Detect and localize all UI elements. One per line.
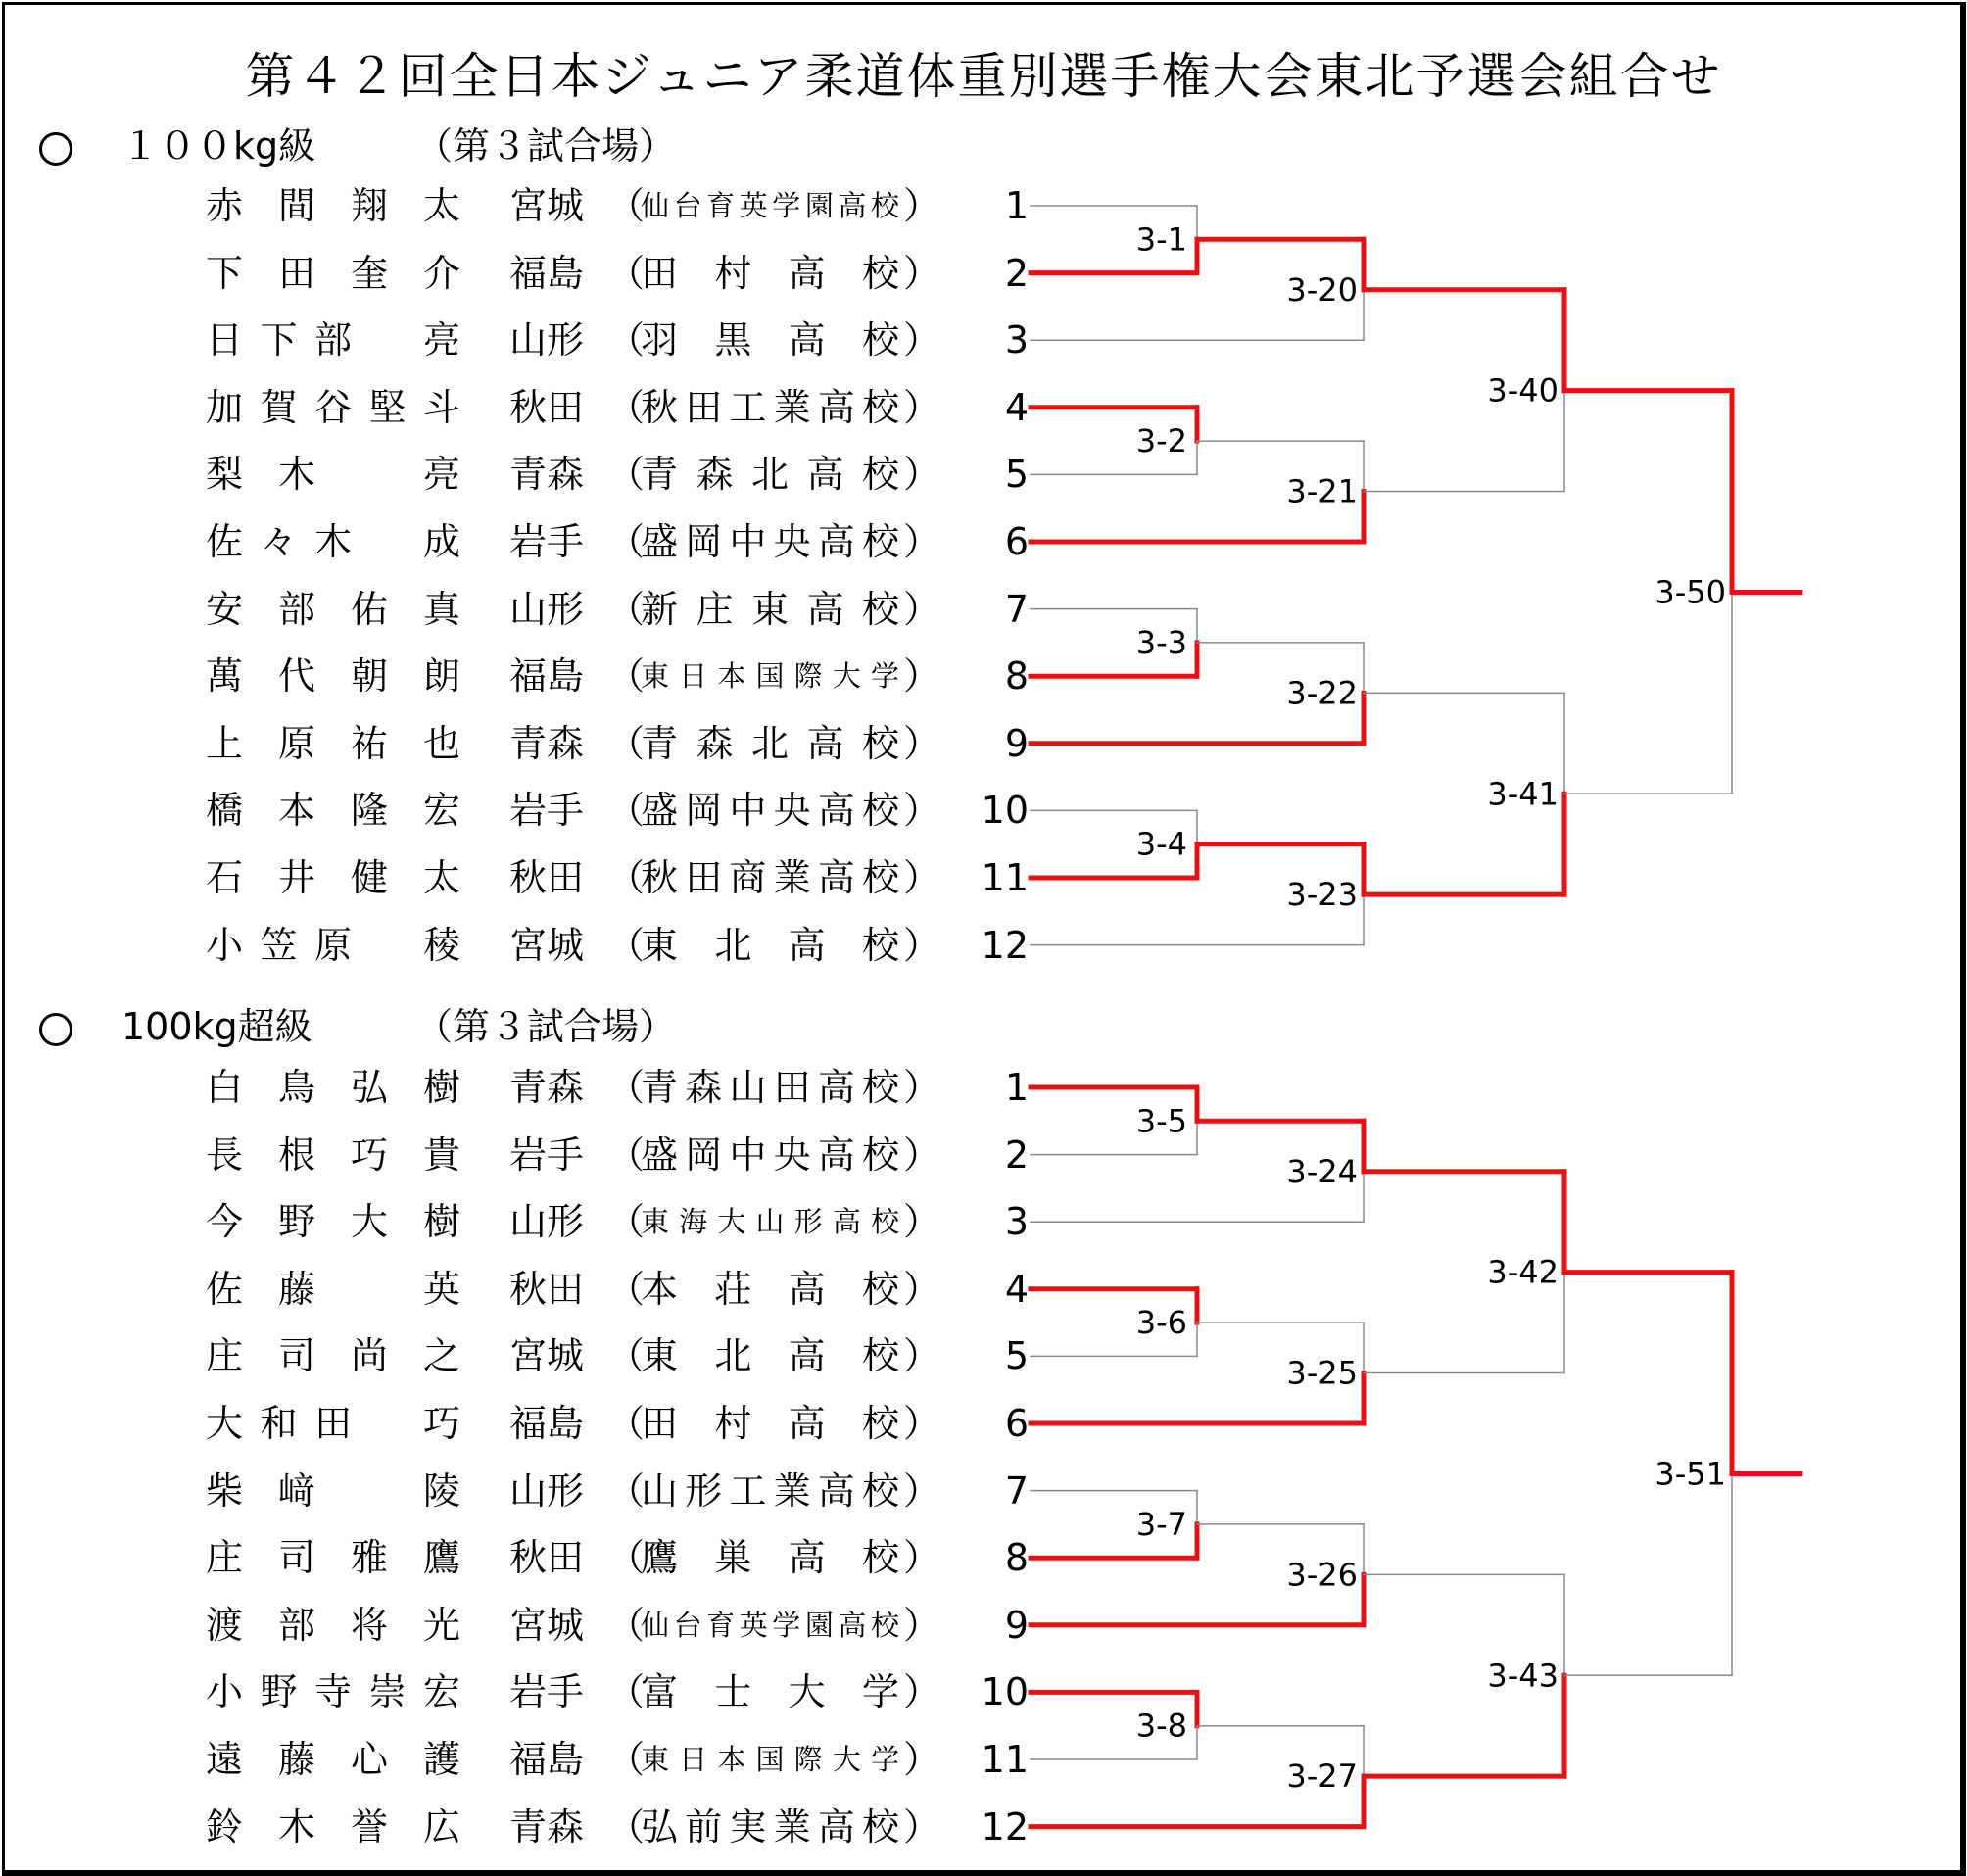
paren-open: （ bbox=[607, 1402, 646, 1445]
paren-close: ） bbox=[903, 1804, 941, 1849]
player-school: 弘前実業高校 bbox=[641, 1804, 899, 1849]
paren-open: （ bbox=[607, 1536, 646, 1580]
player-prefecture: 秋田 bbox=[509, 856, 585, 899]
player-prefecture: 青森 bbox=[509, 1804, 585, 1849]
player-name: 長根巧貴 bbox=[206, 1132, 460, 1177]
paren-close: ） bbox=[903, 1334, 941, 1378]
paren-close: ） bbox=[903, 1267, 941, 1311]
match-number: 3-51 bbox=[1655, 1455, 1726, 1493]
player-seed: 10 bbox=[981, 789, 1029, 833]
match-number: 3-23 bbox=[1286, 876, 1358, 914]
paren-close: ） bbox=[903, 1536, 941, 1580]
paren-close: ） bbox=[903, 385, 941, 429]
player-name: 庄司雅鷹 bbox=[206, 1536, 460, 1580]
player-name: 佐藤 英 bbox=[206, 1267, 460, 1311]
paren-open: （ bbox=[607, 654, 646, 698]
player-seed: 7 bbox=[1004, 587, 1029, 631]
match-number: 3-7 bbox=[1135, 1505, 1187, 1543]
paren-open: （ bbox=[607, 318, 646, 362]
player-prefecture: 宮城 bbox=[509, 1603, 585, 1647]
player-school: 田村高校 bbox=[641, 251, 899, 295]
match-number: 3-8 bbox=[1135, 1707, 1187, 1745]
paren-close: ） bbox=[903, 721, 941, 765]
player-name: 赤間翔太 bbox=[206, 184, 460, 227]
player-prefecture: 岩手 bbox=[509, 1670, 585, 1714]
player-name: 上原祐也 bbox=[206, 721, 460, 765]
paren-open: （ bbox=[607, 1334, 646, 1378]
paren-close: ） bbox=[903, 587, 941, 631]
paren-close: ） bbox=[903, 1468, 941, 1513]
paren-close: ） bbox=[903, 251, 941, 295]
match-number: 3-20 bbox=[1286, 270, 1358, 309]
player-seed: 2 bbox=[1004, 251, 1029, 295]
player-school: 羽黒高校 bbox=[641, 318, 899, 362]
match-number: 3-3 bbox=[1135, 623, 1187, 661]
paren-close: ） bbox=[903, 654, 941, 698]
paren-close: ） bbox=[903, 1200, 941, 1244]
player-seed: 11 bbox=[981, 1738, 1029, 1781]
player-school: 東海大山形高校 bbox=[641, 1205, 899, 1239]
player-seed: 7 bbox=[1004, 1468, 1029, 1513]
match-number: 3-22 bbox=[1286, 674, 1358, 712]
player-name: 石井健太 bbox=[206, 856, 460, 899]
player-school: 盛岡中央高校 bbox=[641, 1132, 899, 1177]
match-number: 3-4 bbox=[1135, 825, 1187, 863]
player-prefecture: 岩手 bbox=[509, 789, 585, 833]
match-number: 3-25 bbox=[1286, 1354, 1358, 1392]
player-name: 鈴木誉広 bbox=[206, 1804, 460, 1849]
venue-label: （第３試合場） bbox=[415, 1005, 677, 1048]
paren-open: （ bbox=[607, 1468, 646, 1513]
player-seed: 8 bbox=[1004, 1536, 1029, 1580]
player-prefecture: 山形 bbox=[509, 587, 585, 631]
player-name: 佐々木 成 bbox=[206, 520, 460, 563]
paren-close: ） bbox=[903, 856, 941, 899]
player-name: 大和田 巧 bbox=[206, 1402, 460, 1445]
player-seed: 4 bbox=[1004, 1267, 1029, 1311]
paren-open: （ bbox=[607, 1670, 646, 1714]
paren-close: ） bbox=[903, 520, 941, 563]
player-seed: 4 bbox=[1004, 385, 1029, 429]
player-name: 日下部 亮 bbox=[206, 318, 460, 362]
weight-class-label: 100kg超級 bbox=[121, 1005, 312, 1048]
match-number: 3-21 bbox=[1286, 472, 1358, 510]
player-name: 安部佑真 bbox=[206, 587, 460, 631]
player-prefecture: 宮城 bbox=[509, 184, 585, 227]
player-seed: 1 bbox=[1004, 184, 1029, 227]
player-seed: 12 bbox=[981, 1804, 1029, 1849]
player-prefecture: 青森 bbox=[509, 1066, 585, 1109]
player-seed: 12 bbox=[981, 923, 1029, 967]
player-school: 山形工業高校 bbox=[641, 1468, 899, 1513]
player-seed: 11 bbox=[981, 856, 1029, 899]
player-school: 東日本国際大学 bbox=[641, 659, 899, 694]
player-name: 梨木 亮 bbox=[206, 453, 460, 497]
paren-close: ） bbox=[903, 1670, 941, 1714]
player-seed: 10 bbox=[981, 1670, 1029, 1714]
player-seed: 1 bbox=[1004, 1066, 1029, 1109]
paren-open: （ bbox=[607, 789, 646, 833]
player-prefecture: 青森 bbox=[509, 453, 585, 497]
paren-open: （ bbox=[607, 1603, 646, 1647]
paren-close: ） bbox=[903, 1603, 941, 1647]
player-school: 東北高校 bbox=[641, 1334, 899, 1378]
player-school: 新庄東高校 bbox=[641, 587, 899, 631]
player-school: 田村高校 bbox=[641, 1402, 899, 1445]
player-name: 遠藤心護 bbox=[206, 1738, 460, 1781]
match-number: 3-42 bbox=[1487, 1253, 1559, 1291]
player-seed: 6 bbox=[1004, 520, 1029, 563]
player-school: 青森山田高校 bbox=[641, 1066, 899, 1109]
player-name: 小野寺崇宏 bbox=[206, 1670, 460, 1714]
match-number: 3-2 bbox=[1135, 422, 1187, 460]
player-seed: 5 bbox=[1004, 1334, 1029, 1378]
paren-open: （ bbox=[607, 1066, 646, 1109]
paren-open: （ bbox=[607, 184, 646, 227]
paren-open: （ bbox=[607, 1200, 646, 1244]
player-name: 加賀谷堅斗 bbox=[206, 385, 460, 429]
match-number: 3-41 bbox=[1487, 775, 1559, 813]
player-school: 東日本国際大学 bbox=[641, 1743, 899, 1776]
player-name: 白鳥弘樹 bbox=[206, 1066, 460, 1109]
player-school: 秋田商業高校 bbox=[641, 856, 899, 899]
paren-open: （ bbox=[607, 1267, 646, 1311]
player-school: 鷹巣高校 bbox=[641, 1536, 899, 1580]
player-prefecture: 福島 bbox=[509, 654, 585, 698]
paren-open: （ bbox=[607, 251, 646, 295]
player-seed: 5 bbox=[1004, 453, 1029, 497]
paren-open: （ bbox=[607, 520, 646, 563]
player-school: 青森北高校 bbox=[641, 453, 899, 497]
paren-close: ） bbox=[903, 1132, 941, 1177]
player-seed: 6 bbox=[1004, 1402, 1029, 1445]
player-prefecture: 秋田 bbox=[509, 1536, 585, 1580]
player-seed: 8 bbox=[1004, 654, 1029, 698]
player-name: 下田奎介 bbox=[206, 251, 460, 295]
player-name: 渡部将光 bbox=[206, 1603, 460, 1647]
venue-label: （第３試合場） bbox=[415, 124, 677, 168]
player-name: 小笠原 稜 bbox=[206, 923, 460, 967]
paren-open: （ bbox=[607, 1132, 646, 1177]
match-number: 3-1 bbox=[1135, 220, 1187, 259]
player-school: 盛岡中央高校 bbox=[641, 789, 899, 833]
player-prefecture: 山形 bbox=[509, 318, 585, 362]
player-school: 本荘高校 bbox=[641, 1267, 899, 1311]
paren-close: ） bbox=[903, 1066, 941, 1109]
paren-close: ） bbox=[903, 318, 941, 362]
player-school: 東北高校 bbox=[641, 923, 899, 967]
paren-open: （ bbox=[607, 923, 646, 967]
paren-close: ） bbox=[903, 923, 941, 967]
player-seed: 3 bbox=[1004, 318, 1029, 362]
paren-open: （ bbox=[607, 1738, 646, 1781]
player-school: 盛岡中央高校 bbox=[641, 520, 899, 563]
player-prefecture: 秋田 bbox=[509, 1267, 585, 1311]
player-name: 橋本隆宏 bbox=[206, 789, 460, 833]
player-prefecture: 福島 bbox=[509, 1738, 585, 1781]
player-prefecture: 宮城 bbox=[509, 923, 585, 967]
paren-close: ） bbox=[903, 1402, 941, 1445]
match-number: 3-50 bbox=[1655, 573, 1726, 611]
paren-open: （ bbox=[607, 721, 646, 765]
match-number: 3-5 bbox=[1135, 1102, 1187, 1140]
page-title: 第４２回全日本ジュニア柔道体重別選手権大会東北予選会組合せ bbox=[245, 48, 1722, 105]
player-prefecture: 岩手 bbox=[509, 1132, 585, 1177]
player-seed: 9 bbox=[1004, 1603, 1029, 1647]
player-prefecture: 山形 bbox=[509, 1200, 585, 1244]
player-seed: 9 bbox=[1004, 721, 1029, 765]
paren-close: ） bbox=[903, 1738, 941, 1781]
player-school: 仙台育英学園高校 bbox=[641, 1608, 899, 1642]
match-number: 3-27 bbox=[1286, 1757, 1358, 1796]
player-prefecture: 岩手 bbox=[509, 520, 585, 563]
paren-open: （ bbox=[607, 856, 646, 899]
player-prefecture: 山形 bbox=[509, 1468, 585, 1513]
player-prefecture: 宮城 bbox=[509, 1334, 585, 1378]
player-name: 庄司尚之 bbox=[206, 1334, 460, 1378]
player-prefecture: 秋田 bbox=[509, 385, 585, 429]
match-number: 3-40 bbox=[1487, 371, 1559, 409]
paren-close: ） bbox=[903, 453, 941, 497]
paren-open: （ bbox=[607, 587, 646, 631]
paren-open: （ bbox=[607, 1804, 646, 1849]
player-seed: 3 bbox=[1004, 1200, 1029, 1244]
player-school: 青森北高校 bbox=[641, 721, 899, 765]
paren-open: （ bbox=[607, 453, 646, 497]
match-number: 3-43 bbox=[1487, 1657, 1559, 1695]
player-prefecture: 青森 bbox=[509, 721, 585, 765]
player-name: 柴﨑 陵 bbox=[206, 1468, 460, 1513]
player-prefecture: 福島 bbox=[509, 251, 585, 295]
match-number: 3-24 bbox=[1286, 1152, 1358, 1190]
player-school: 富士大学 bbox=[641, 1670, 899, 1714]
player-prefecture: 福島 bbox=[509, 1402, 585, 1445]
player-seed: 2 bbox=[1004, 1132, 1029, 1177]
paren-close: ） bbox=[903, 184, 941, 227]
player-school: 秋田工業高校 bbox=[641, 385, 899, 429]
player-name: 今野大樹 bbox=[206, 1200, 460, 1244]
player-school: 仙台育英学園高校 bbox=[641, 189, 899, 222]
match-number: 3-26 bbox=[1286, 1556, 1358, 1594]
player-name: 萬代朝朗 bbox=[206, 654, 460, 698]
weight-class-label: １００kg級 bbox=[121, 124, 316, 168]
match-number: 3-6 bbox=[1135, 1304, 1187, 1342]
paren-close: ） bbox=[903, 789, 941, 833]
paren-open: （ bbox=[607, 385, 646, 429]
